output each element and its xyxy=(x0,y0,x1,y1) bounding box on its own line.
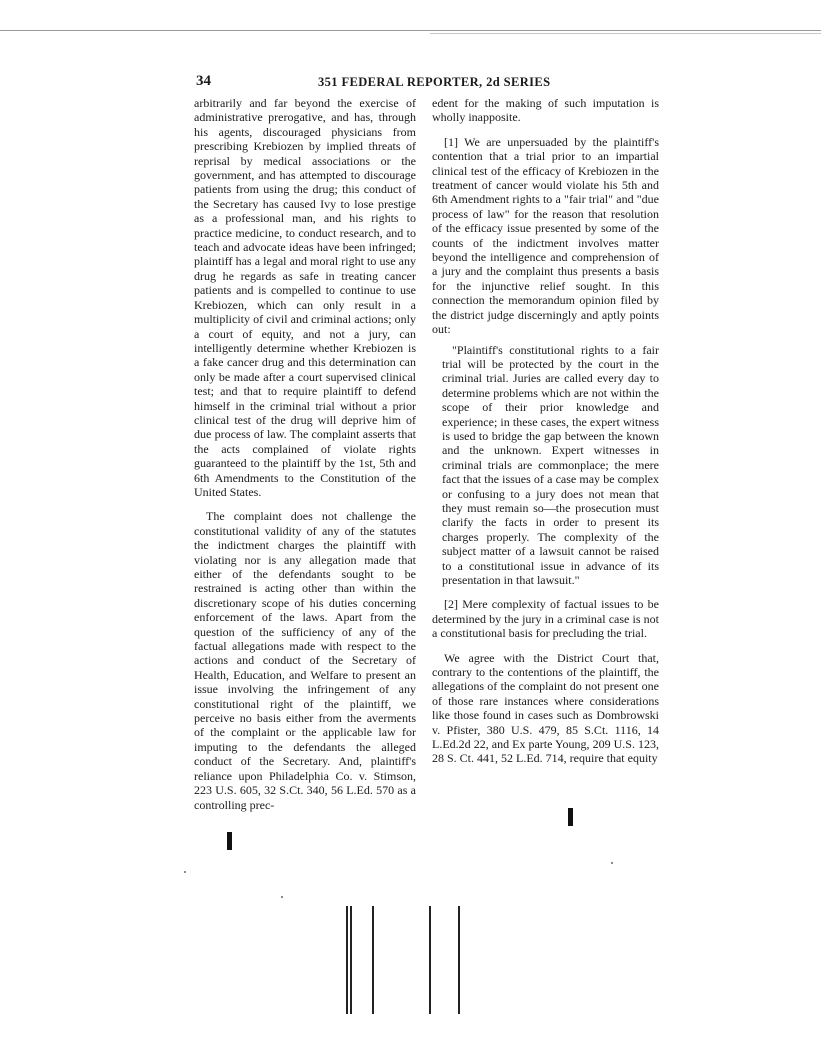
page-number: 34 xyxy=(196,73,211,89)
left-paragraph-2: The complaint does not challenge the constitutional validity of any of the statutes the indictment charges the plaintiff with violating nor is any allegation made that either of the defendants sought to be restrained is acting other than within the discretionary scope of his duties concerning enforcement of the laws. Apart from the question of the sufficiency of any of the factual allegations made with respect to the actions and conduct of the Secretary of Health, Education, and Welfare to present an issue involving the infringement of any constitutional right of the plaintiff, we perceive no basis either from the averments of the complaint or the applicable law for imputing to the defendants the alleged conduct of the Secretary. And, plaintiff's reliance upon Philadelphia Co. v. Stimson, 223 U.S. 605, 32 S.Ct. 340, 56 L.Ed. 570 as a controlling prec- xyxy=(194,509,416,812)
binding-bar xyxy=(372,906,374,1014)
block-quote xyxy=(442,343,659,588)
binding-bar xyxy=(458,906,460,1014)
right-column xyxy=(432,96,659,766)
right-paragraph-1: edent for the making of such imputation is wholly inapposite. xyxy=(432,96,659,125)
left-paragraph-1: arbitrarily and far beyond the exercise of administrative prerogative, and has, through his agents, discouraged physicians from prescribing Krebiozen by implied threats of reprisal by medical associations or the government, and has attempted to discourage patients from using the drug; this conduct of the Secretary has caused Ivy to lose prestige as a professional man, and his rights to practice medicine, to conduct research, and to teach and advocate ideas have been infringed; plaintiff has a legal and moral right to use any drug he regards as safe in treating cancer patients and is compelled to continue to use Krebiozen, which can only result in a multiplicity of civil and criminal actions; only a court of equity, and not a jury, can intelligently determine whether Krebiozen is a fake cancer drug and this determination can only be made after a court supervised clinical test; and that to require plaintiff to defend himself in the criminal trial without a prior clinical test of the drug will deprive him of due process of law. The complaint asserts that the acts complained of violate rights guaranteed to the plaintiff by the 1st, 5th and 6th Amendments to the Constitution of the United States. xyxy=(194,96,416,499)
scan-stamp-mark xyxy=(227,832,232,850)
scan-speck xyxy=(281,896,283,898)
binding-bar xyxy=(429,906,431,1014)
scan-speck xyxy=(611,862,613,864)
binding-bar xyxy=(350,906,352,1014)
scan-edge-line xyxy=(0,30,821,31)
running-head: 351 FEDERAL REPORTER, 2d SERIES xyxy=(318,75,551,89)
scan-speck xyxy=(184,871,186,873)
left-column xyxy=(194,96,416,812)
quote-text: "Plaintiff's constitutional rights to a fair trial will be protected by the court in the criminal trial. Juries are called every day to determine problems which are not within the scope of their prior knowledge and experience; in these cases, the expert witness is used to bridge the gap between the known and the unknown. Expert witnesses in criminal trials are commonplace; the mere fact that the issues of a case may be complex or confusing to a jury does not mean that they must remain so—the prosecution must clarify the facts in order to present its charges properly. The complexity of the subject matter of a lawsuit cannot be raised to a constitutional issue in advance of its presentation in that lawsuit." xyxy=(442,342,659,587)
scan-stamp-mark xyxy=(568,808,573,826)
binding-bar xyxy=(346,906,348,1014)
right-paragraph-3: [2] Mere complexity of factual issues to be determined by the jury in a criminal case is not a constitutional basis for precluding the trial. xyxy=(432,597,659,641)
right-paragraph-4: We agree with the District Court that, contrary to the contentions of the plaintiff, the allegations of the complaint do not present one of those rare instances where considerations like those found in cases such as Dombrowski v. Pfister, 380 U.S. 479, 85 S.Ct. 1116, 14 L.Ed.2d 22, and Ex parte Young, 209 U.S. 123, 28 S. Ct. 441, 52 L.Ed. 714, require that equity xyxy=(432,650,659,766)
right-paragraph-2: [1] We are unpersuaded by the plaintiff's contention that a trial prior to an impartial clinical test of the efficacy of Krebiozen in the treatment of cancer would violate his 5th and 6th Amendment rights to a "fair trial" and "due process of law" for the reason that resolution of the efficacy issue presented by some of the counts of the indictment involves matter beyond the intelligence and comprehension of a jury and the complaint thus presents a basis for the injunctive relief sought. In this connection the memorandum opinion filed by the district judge discerningly and aptly points out: xyxy=(432,134,659,337)
scan-edge-line-faint xyxy=(430,33,821,34)
